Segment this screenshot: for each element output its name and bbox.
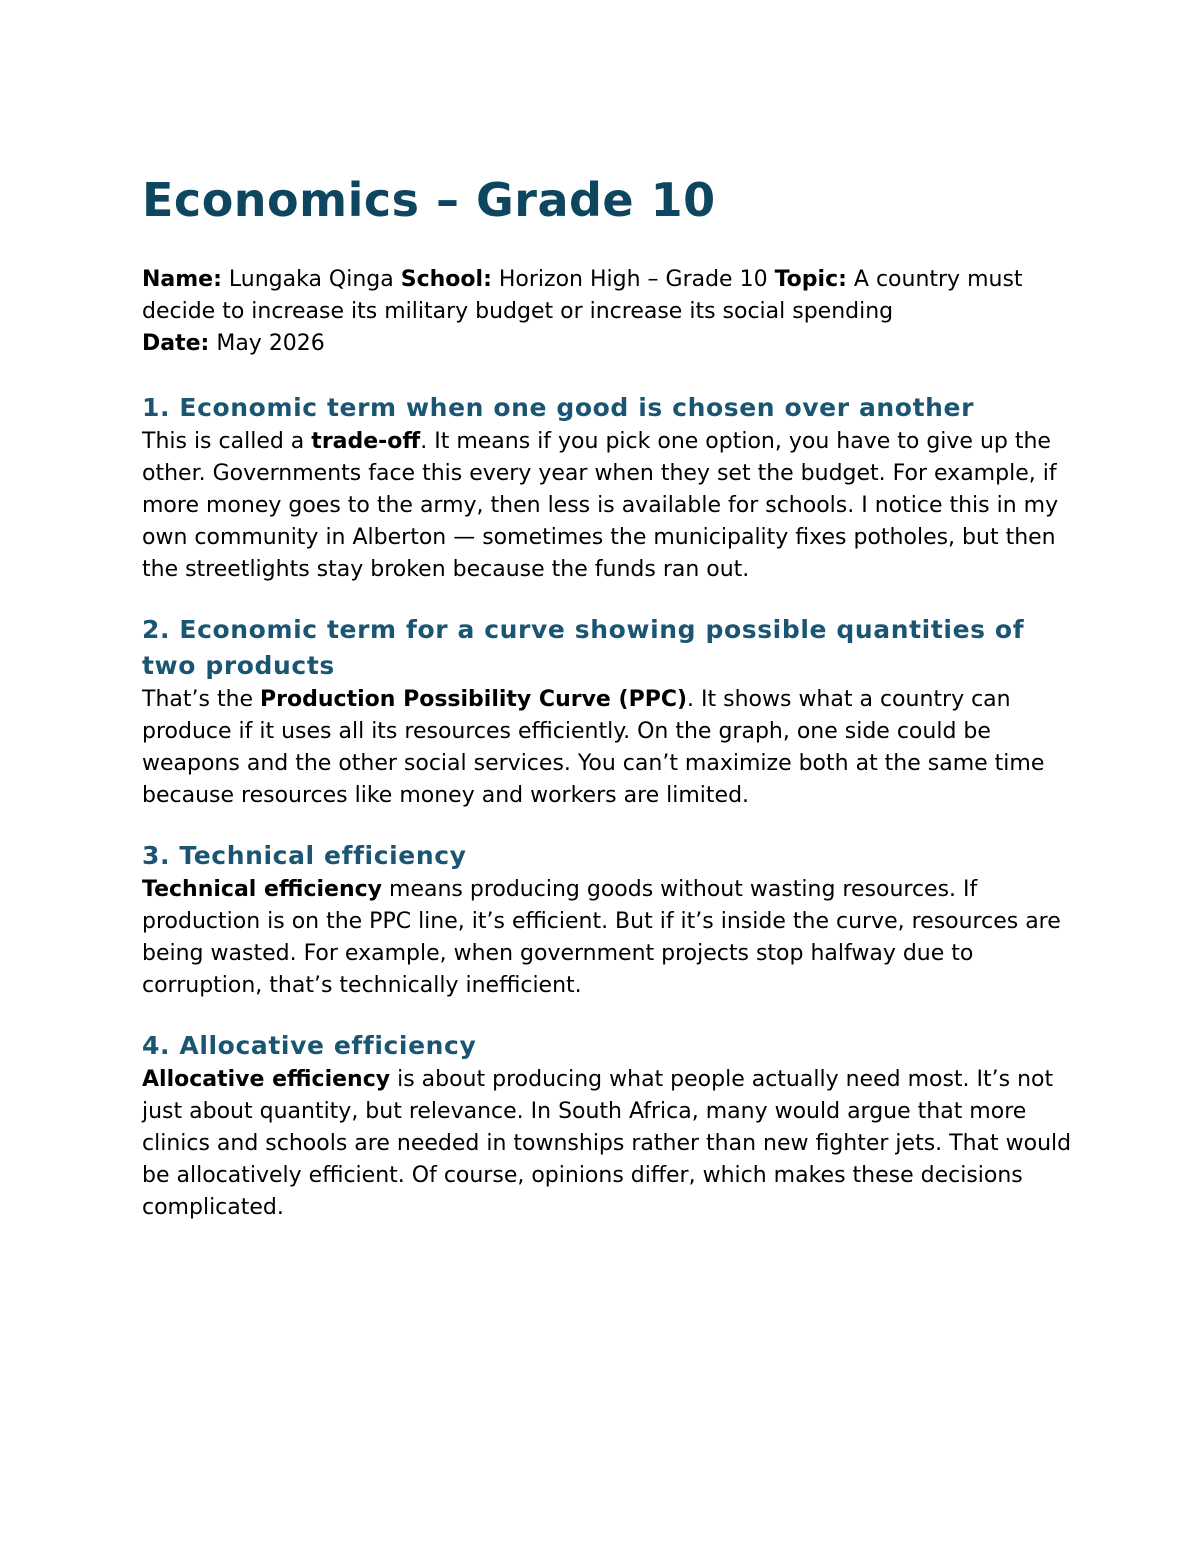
section-heading: 4. Allocative efficiency	[142, 1031, 477, 1060]
document-page	[142, 170, 1082, 1224]
name-value: Lungaka Qinga	[221, 267, 401, 292]
topic-value: A country must decide to increase its military budget or increase its social spending	[142, 267, 1023, 324]
paragraph-rest: . It means if you pick one option, you have to give up the other. Governments face this every year when they set the budget. For example, if more money goes to the army, then less is available for schools. I notice this in my own community in Alberton — sometimes the municipality fixes potholes, but then the streetlights stay broken because the funds ran out.	[142, 429, 1059, 582]
key-term: Allocative efficiency	[142, 1067, 391, 1092]
paragraph-rest: is about producing what people actually need most. It’s not just about quantity, but relevance. In South Africa, many would argue that more clinics and schools are needed in townships rather than new fighter jets. That would be allocatively efficient. Of course, opinions differ, which makes these decisions complicated.	[142, 1067, 1072, 1220]
key-term: trade-off	[311, 429, 421, 454]
section-heading: 1. Economic term when one good is chosen over another	[142, 393, 975, 422]
section-trade-off	[142, 390, 1082, 586]
section-paragraph	[142, 874, 1082, 1002]
section-heading: 2. Economic term for a curve showing possible quantities of two products	[142, 615, 1025, 680]
key-term: Production Possibility Curve (PPC)	[260, 687, 688, 712]
school-value: Horizon High – Grade 10	[491, 267, 775, 292]
paragraph-rest: . It shows what a country can produce if it uses all its resources efficiently. On the graph, one side could be weapons and the other social services. You can’t maximize both at the same time because resources like money and workers are limited.	[142, 687, 1045, 808]
section-technical-efficiency	[142, 838, 1082, 1002]
section-paragraph	[142, 684, 1082, 812]
paragraph-rest: means producing goods without wasting resources. If production is on the PPC line, it’s efficient. But if it’s inside the curve, resources are being wasted. For example, when government projects stop halfway due to corruption, that’s technically inefficient.	[142, 877, 1061, 998]
section-heading: 3. Technical efficiency	[142, 841, 467, 870]
date-value: May 2026	[209, 331, 325, 356]
name-label: Name:	[142, 267, 222, 292]
section-paragraph	[142, 1064, 1082, 1224]
key-term: Technical efficiency	[142, 877, 383, 902]
document-title: Economics – Grade 10	[142, 173, 716, 227]
topic-label: Topic:	[774, 267, 847, 292]
school-label: School:	[400, 267, 492, 292]
paragraph-lead: That’s the	[142, 687, 261, 712]
section-allocative-efficiency	[142, 1028, 1082, 1224]
paragraph-lead: This is called a	[142, 429, 312, 454]
section-paragraph	[142, 426, 1082, 586]
student-info	[142, 264, 1082, 360]
section-ppc	[142, 612, 1082, 812]
date-label: Date:	[142, 331, 210, 356]
